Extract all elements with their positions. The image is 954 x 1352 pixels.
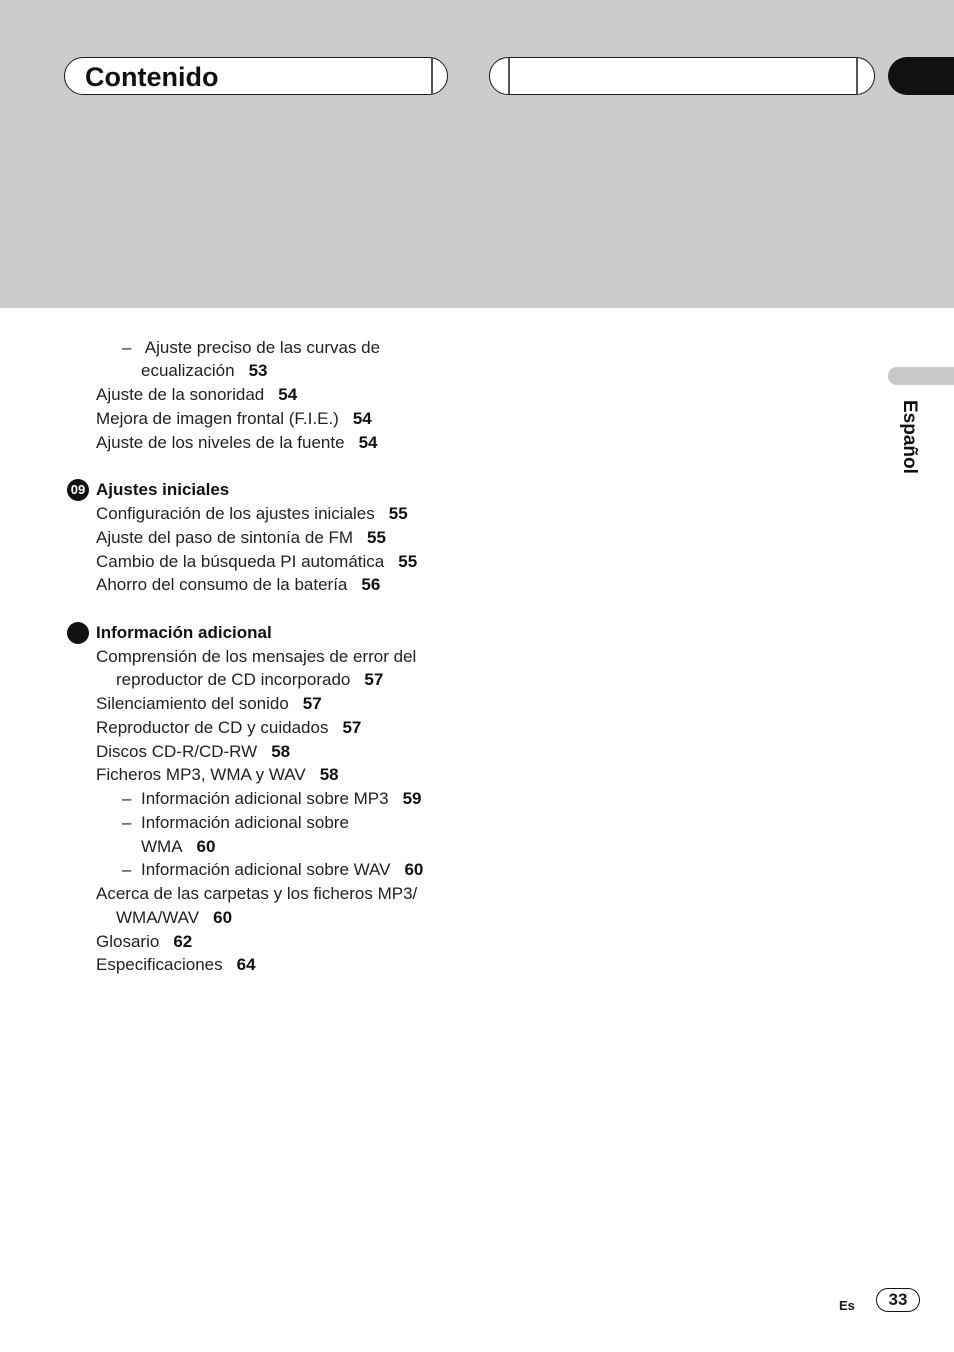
- toc-page-number: 57: [364, 670, 384, 689]
- language-code: Es: [839, 1298, 855, 1313]
- toc-entry-text: WMA: [141, 837, 183, 856]
- toc-dash: –: [122, 338, 132, 357]
- toc-entry-text: Acerca de las carpetas y los ficheros MP3/: [96, 884, 418, 903]
- toc-entry[interactable]: [116, 907, 232, 929]
- toc-page-number: 58: [271, 742, 291, 761]
- toc-entry-text: Discos CD-R/CD-RW: [96, 742, 258, 761]
- chapter-badge-blank: [67, 622, 89, 644]
- toc-entry-text: Ajuste del paso de sintonía de FM: [96, 528, 354, 547]
- toc-entry-text: Configuración de los ajustes iniciales: [96, 504, 375, 523]
- toc-entry-text: reproductor de CD incorporado: [116, 670, 351, 689]
- toc-entry[interactable]: [96, 551, 417, 573]
- toc-entry-text: ecualización: [141, 361, 235, 380]
- toc-page-number: 54: [358, 433, 378, 452]
- toc-page-number: 58: [319, 765, 339, 784]
- toc-page-number: 54: [278, 385, 298, 404]
- page-number: 33: [876, 1288, 920, 1312]
- toc-entry-text: Mejora de imagen frontal (F.I.E.): [96, 409, 339, 428]
- toc-entry[interactable]: [96, 741, 290, 763]
- toc-page-number: 60: [404, 860, 424, 879]
- toc-entry[interactable]: [96, 646, 416, 668]
- toc-entry-text: Información adicional sobre WAV: [141, 860, 391, 879]
- toc-entry[interactable]: [96, 954, 256, 976]
- language-side-label: Español: [899, 400, 920, 474]
- toc-entry[interactable]: [96, 717, 361, 739]
- toc-dash: –: [122, 860, 132, 879]
- toc-entry-text: Glosario: [96, 932, 160, 951]
- toc-page-number: 55: [388, 504, 408, 523]
- toc-entry[interactable]: [96, 883, 417, 905]
- toc-entry-text: Comprensión de los mensajes de error del: [96, 647, 417, 666]
- toc-entry-text: WMA/WAV: [116, 908, 200, 927]
- toc-entry[interactable]: [96, 408, 372, 430]
- toc-entry[interactable]: [122, 337, 380, 359]
- toc-page-number: 57: [302, 694, 322, 713]
- toc-entry[interactable]: [96, 432, 377, 454]
- toc-dash: –: [122, 789, 132, 808]
- toc-heading-text: Ajustes iniciales: [96, 480, 230, 499]
- toc-entry[interactable]: [122, 859, 423, 881]
- toc-entry[interactable]: [96, 931, 192, 953]
- toc-heading-text: Información adicional: [96, 623, 272, 642]
- toc-section-heading[interactable]: [96, 622, 272, 644]
- toc-entry[interactable]: [96, 384, 297, 406]
- chapter-badge: 09: [67, 479, 89, 501]
- toc-entry-text: Información adicional sobre: [141, 813, 349, 832]
- toc-page-number: 55: [367, 528, 386, 547]
- toc-page-number: 59: [402, 789, 422, 808]
- toc-entry[interactable]: [141, 836, 215, 858]
- toc-page-number: 55: [398, 552, 418, 571]
- toc-entry[interactable]: [116, 669, 383, 691]
- toc-entry[interactable]: [122, 788, 422, 810]
- toc-entry[interactable]: [141, 360, 267, 382]
- toc-entry-text: Ahorro del consumo de la batería: [96, 575, 348, 594]
- toc-entry-text: Ajuste preciso de las curvas de: [144, 338, 381, 357]
- toc-page-number: 60: [196, 837, 216, 856]
- toc-entry-text: Ajuste de los niveles de la fuente: [96, 433, 345, 452]
- toc-entry-text: Ajuste de la sonoridad: [96, 385, 265, 404]
- toc-entry-text: Ficheros MP3, WMA y WAV: [96, 765, 306, 784]
- toc-page-number: 53: [248, 361, 268, 380]
- toc-entry[interactable]: [96, 693, 322, 715]
- toc-entry-text: Información adicional sobre MP3: [141, 789, 389, 808]
- toc-entry-text: Cambio de la búsqueda PI automática: [96, 552, 385, 571]
- toc-page-number: 62: [173, 932, 193, 951]
- toc-page-number: 54: [352, 409, 372, 428]
- toc-page-number: 57: [342, 718, 362, 737]
- toc-page-number: 64: [236, 955, 256, 974]
- toc-page-number: 60: [213, 908, 233, 927]
- toc-entry[interactable]: [96, 764, 339, 786]
- toc-section-heading[interactable]: [96, 479, 229, 501]
- toc-entry[interactable]: [96, 574, 380, 596]
- toc-entry-text: Especificaciones: [96, 955, 223, 974]
- toc-page-number: 56: [361, 575, 381, 594]
- toc-entry-text: Silenciamiento del sonido: [96, 694, 289, 713]
- toc-entry-text: Reproductor de CD y cuidados: [96, 718, 329, 737]
- toc-entry[interactable]: [122, 812, 349, 834]
- toc-entry[interactable]: [96, 503, 408, 525]
- page-title: Contenido: [85, 62, 219, 92]
- toc-entry[interactable]: [96, 527, 386, 549]
- toc-dash: –: [122, 813, 132, 832]
